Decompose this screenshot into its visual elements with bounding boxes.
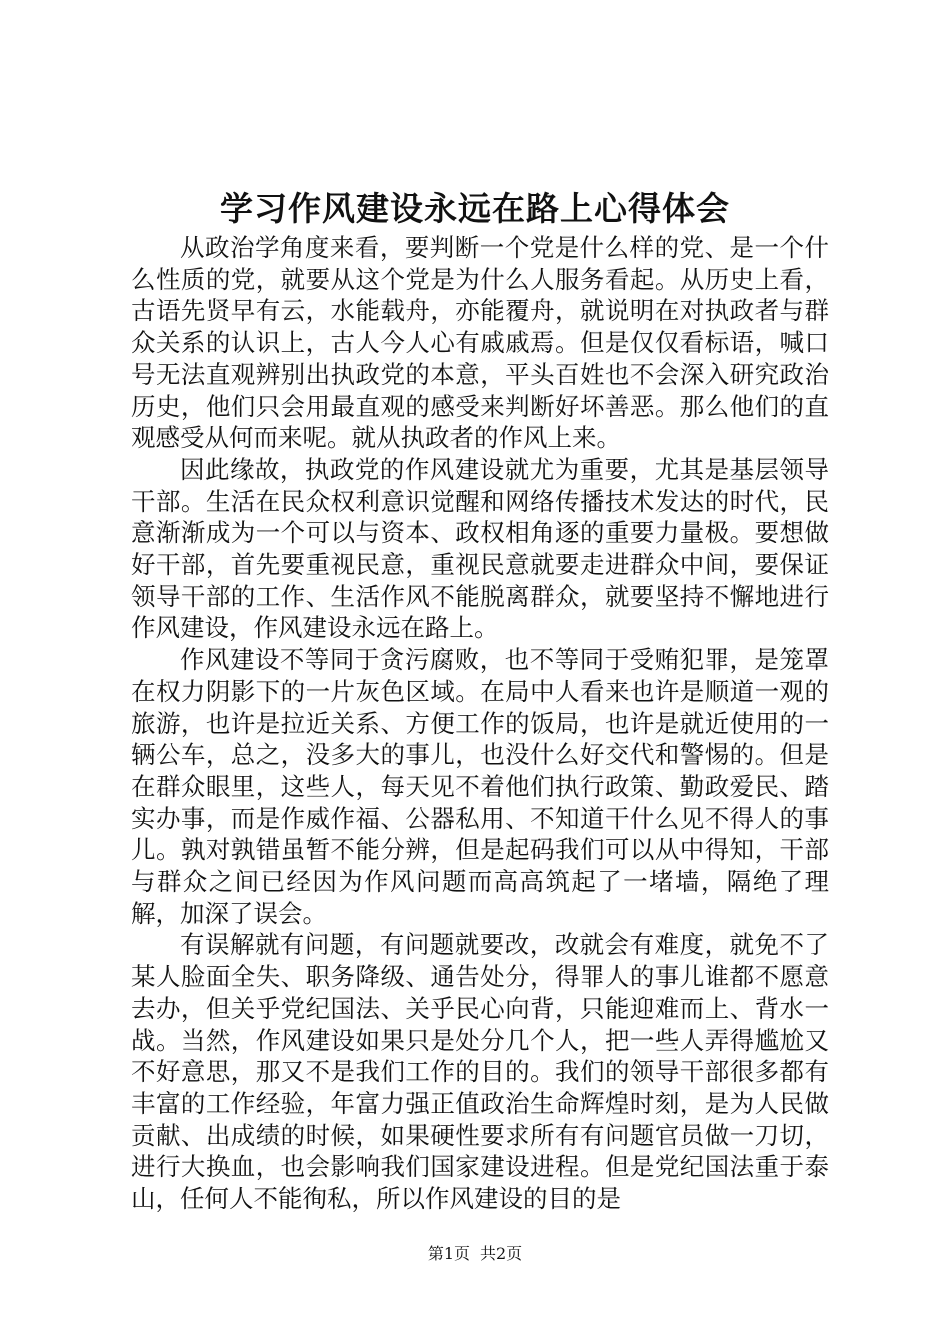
document-title: 学习作风建设永远在路上心得体会	[220, 189, 730, 228]
paragraph-3: 作风建设不等同于贪污腐败，也不等同于受贿犯罪，是笼罩在权力阴影下的一片灰色区域。在局中人看来也许是顺道一观的旅游，也许是拉近关系、方便工作的饭局，也许是就近使用的一辆公车，总之，没多大的事儿，也没什么好交代和警惕的。但是在群众眼里，这些人，每天见不着他们执行政策、勤政爱民、踏实办事，而是作威作福、公器私用、不知道干什么见不得人的事儿。孰对孰错虽暂不能分辨，但是起码我们可以从中得知，干部与群众之间已经因为作风问题而高高筑起了一堵墙，隔绝了理解，加深了误会。	[131, 645, 829, 928]
page-number: 第1页	[427, 1244, 470, 1263]
paragraph-4: 有误解就有问题，有问题就要改，改就会有难度，就免不了某人脸面全失、职务降级、通告处分，得罪人的事儿谁都不愿意去办，但关乎党纪国法、关乎民心向背，只能迎难而上、背水一战。当然，作风建设如果只是处分几个人，把一些人弄得尴尬又不好意思，那又不是我们工作的目的。我们的领导干部很多都有丰富的工作经验，年富力强正值政治生命辉煌时刻，是为人民做贡献、出成绩的时候，如果硬性要求所有有问题官员做一刀切，进行大换血，也会影响我们国家建设进程。但是党纪国法重于泰山，任何人不能徇私，所以作风建设的目的是	[131, 930, 829, 1214]
paragraph-1: 从政治学角度来看，要判断一个党是什么样的党、是一个什么性质的党，就要从这个党是为什么人服务看起。从历史上看，古语先贤早有云，水能载舟，亦能覆舟，就说明在对执政者与群众关系的认识上，古人今人心有戚戚焉。但是仅仅看标语，喊口号无法直观辨别出执政党的本意，平头百姓也不会深入研究政治历史，他们只会用最直观的感受来判断好坏善恶。那么他们的直观感受从何而来呢。就从执政者的作风上来。	[131, 233, 829, 453]
document-body	[131, 232, 829, 1215]
page-footer	[0, 1242, 950, 1266]
page-total: 共2页	[480, 1244, 523, 1263]
paragraph-2: 因此缘故，执政党的作风建设就尤为重要，尤其是基层领导干部。生活在民众权利意识觉醒和网络传播技术发达的时代，民意渐渐成为一个可以与资本、政权相角逐的重要力量极。要想做好干部，首先要重视民意，重视民意就要走进群众中间，要保证领导干部的工作、生活作风不能脱离群众，就要坚持不懈地进行作风建设，作风建设永远在路上。	[131, 454, 829, 643]
